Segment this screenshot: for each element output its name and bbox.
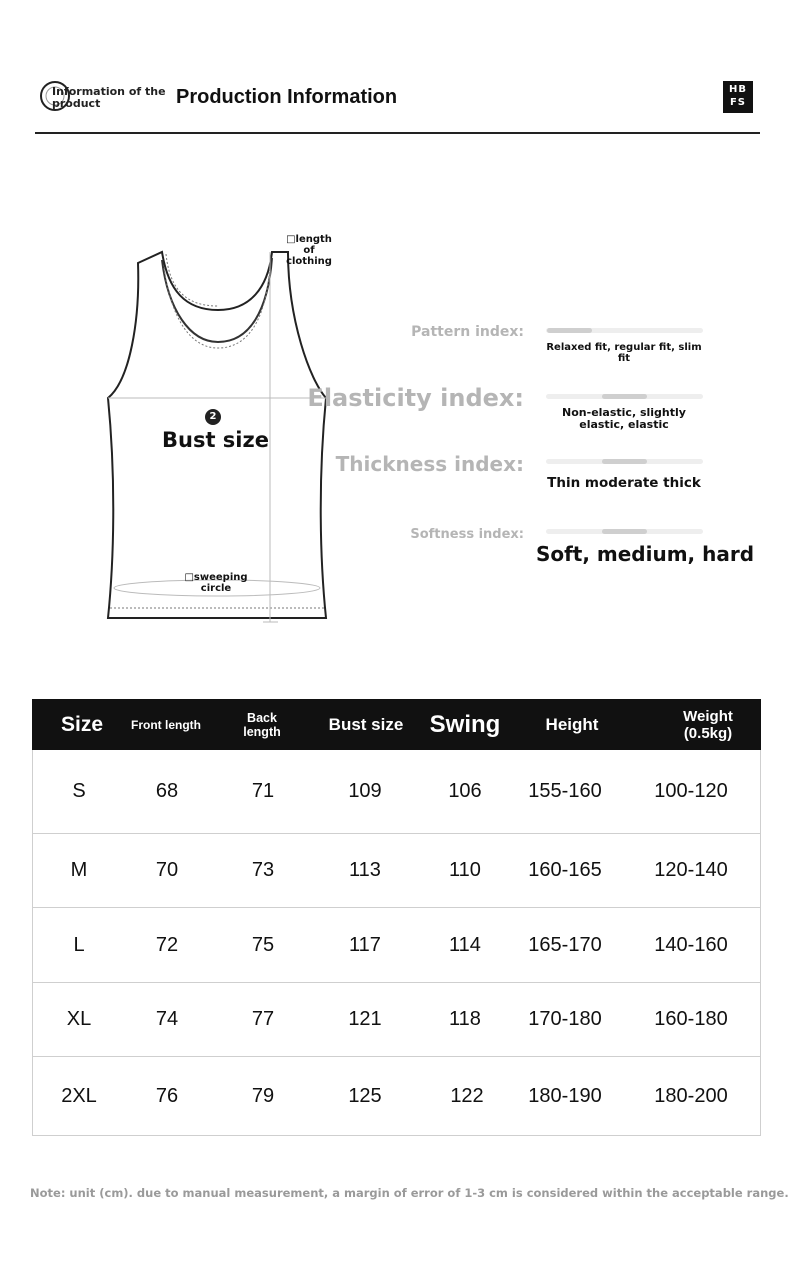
cell-weight: 160-180 <box>654 1008 728 1030</box>
table-row <box>33 908 760 983</box>
header-front-length: Front length <box>131 717 201 732</box>
cell-front-length: 70 <box>155 859 179 881</box>
brand-badge <box>723 81 753 113</box>
pattern-index-fill <box>547 328 592 333</box>
bust-number-badge: 2 <box>205 409 221 425</box>
softness-index-label: Softness index: <box>410 527 524 542</box>
header-back-length: Back length <box>243 710 281 739</box>
length-of-clothing-label: □length of clothing <box>286 234 332 267</box>
cell-bust-size: 125 <box>348 1084 382 1107</box>
cell-swing: 122 <box>450 1084 484 1107</box>
header-weight: Weight (0.5kg) <box>683 707 733 742</box>
table-body <box>32 750 761 1136</box>
thickness-index-description: Thin moderate thick <box>547 475 701 491</box>
thickness-index-label: Thickness index: <box>335 452 524 476</box>
table-row <box>33 983 760 1057</box>
page-title: Production Information <box>176 86 398 108</box>
pattern-index-description: Relaxed fit, regular fit, slim fit <box>546 342 702 364</box>
cell-size: 2XL <box>61 1084 97 1107</box>
header-height: Height <box>545 714 599 734</box>
cell-size: L <box>73 933 85 956</box>
pattern-index-label: Pattern index: <box>411 324 524 340</box>
bust-size-label: Bust size <box>162 428 269 452</box>
header-bust-size: Bust size <box>328 714 404 734</box>
cell-back-length: 79 <box>251 1084 275 1107</box>
cell-swing: 118 <box>449 1008 481 1030</box>
header-subtitle: Information of the product <box>52 85 166 110</box>
table-row <box>33 750 760 834</box>
softness-index-bar <box>546 529 703 534</box>
cell-swing: 114 <box>449 933 481 956</box>
elasticity-index-fill <box>602 394 647 399</box>
cell-bust-size: 113 <box>349 859 381 881</box>
cell-weight: 180-200 <box>654 1084 728 1107</box>
softness-index-fill <box>602 529 647 534</box>
elasticity-index-description: Non-elastic, slightly elastic, elastic <box>562 406 686 431</box>
cell-back-length: 71 <box>251 780 275 802</box>
cell-swing: 110 <box>449 859 481 881</box>
sweeping-circle-label: □sweeping circle <box>184 572 248 594</box>
elasticity-index-bar <box>546 394 703 399</box>
brand-badge-line1: HB <box>729 84 747 95</box>
thickness-index-fill <box>602 459 647 464</box>
cell-size: XL <box>66 1008 92 1030</box>
cell-height: 160-165 <box>528 859 602 881</box>
table-row <box>33 834 760 908</box>
cell-weight: 120-140 <box>654 859 728 881</box>
cell-back-length: 77 <box>251 1008 275 1030</box>
cell-bust-size: 109 <box>348 780 382 802</box>
cell-height: 155-160 <box>528 780 602 802</box>
cell-weight: 100-120 <box>654 780 728 802</box>
measurement-note: Note: unit (cm). due to manual measurement, a margin of error of 1-3 cm is considered within the acceptable range. <box>30 1186 789 1200</box>
cell-size: M <box>70 859 88 881</box>
cell-height: 180-190 <box>528 1084 602 1107</box>
cell-height: 165-170 <box>528 933 602 956</box>
thickness-index-bar <box>546 459 703 464</box>
table-row <box>33 1057 760 1135</box>
header-size: Size <box>60 712 104 736</box>
cell-front-length: 76 <box>155 1084 179 1107</box>
cell-height: 170-180 <box>528 1008 602 1030</box>
pattern-index-bar <box>546 328 703 333</box>
header-divider <box>35 132 760 134</box>
cell-swing: 106 <box>448 780 482 802</box>
cell-front-length: 74 <box>155 1008 179 1030</box>
cell-front-length: 72 <box>155 933 179 956</box>
cell-back-length: 73 <box>251 859 275 881</box>
cell-weight: 140-160 <box>654 933 728 956</box>
cell-front-length: 68 <box>155 780 179 802</box>
elasticity-index-label: Elasticity index: <box>307 384 524 412</box>
cell-bust-size: 117 <box>349 933 381 956</box>
cell-back-length: 75 <box>251 933 275 956</box>
cell-bust-size: 121 <box>348 1008 382 1030</box>
table-header-row <box>32 699 761 750</box>
brand-badge-line2: FS <box>729 97 747 108</box>
softness-index-description: Soft, medium, hard <box>535 542 755 566</box>
header-swing: Swing <box>429 710 501 738</box>
cell-size: S <box>72 780 86 802</box>
